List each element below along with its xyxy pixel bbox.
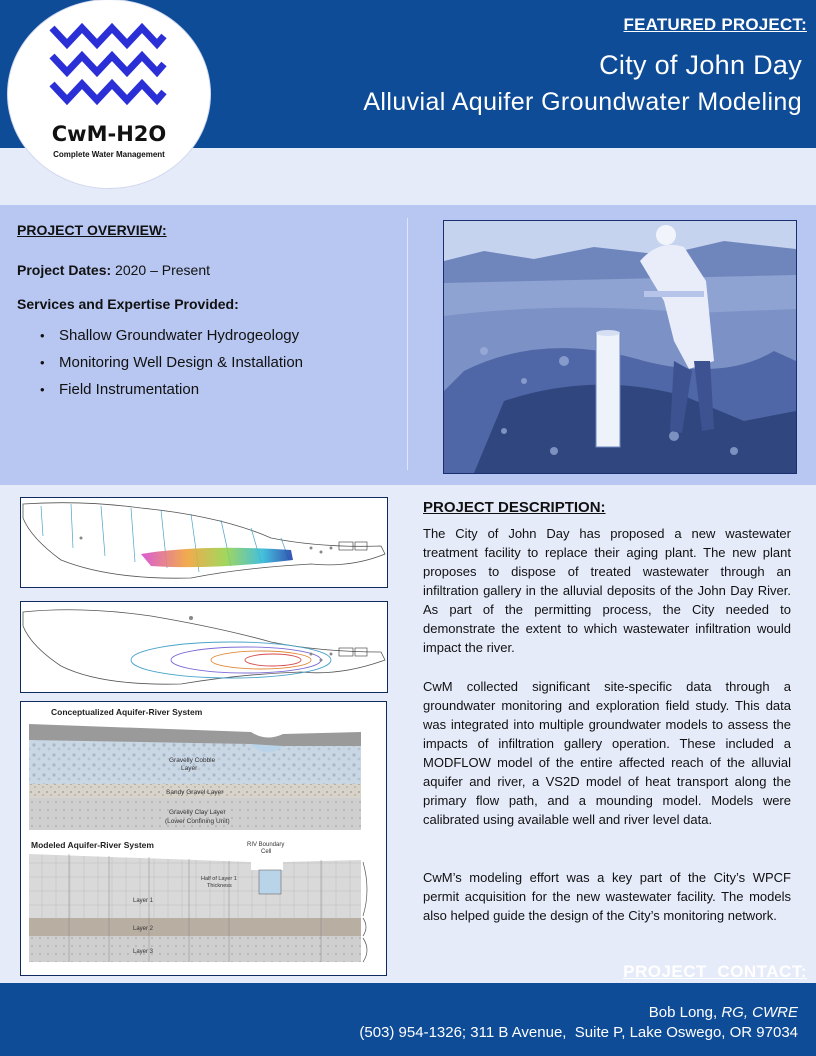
riv-boundary-label: RIV Boundary bbox=[247, 842, 285, 848]
featured-project-label: FEATURED PROJECT: bbox=[623, 15, 807, 34]
aquifer-cross-section-diagram bbox=[20, 701, 387, 976]
description-heading: PROJECT DESCRIPTION: bbox=[423, 499, 606, 516]
service-item: • Field Instrumentation bbox=[40, 380, 303, 407]
half-layer-label: Thickness bbox=[207, 883, 232, 889]
logo-wordmark: CwM-H2O bbox=[51, 122, 167, 146]
project-dates bbox=[17, 262, 210, 278]
contact-heading: PROJECT CONTACT: bbox=[623, 962, 807, 981]
conceptual-layer-label: (Lower Confining Unit) bbox=[165, 818, 230, 825]
contact-credentials: RG, CWRE bbox=[721, 1004, 798, 1021]
conceptual-layer-label: Sandy Gravel Layer bbox=[166, 789, 224, 796]
services-list bbox=[40, 326, 303, 407]
conceptual-layer-label: Gravelly Clay Layer bbox=[169, 809, 226, 816]
riv-boundary-label: Cell bbox=[261, 849, 272, 855]
water-waves-icon bbox=[48, 22, 168, 112]
conceptual-title: Conceptualized Aquifer-River System bbox=[51, 707, 203, 717]
modeled-title: Modeled Aquifer-River System bbox=[31, 840, 154, 850]
service-item: • Shallow Groundwater Hydrogeology bbox=[40, 326, 303, 353]
project-title: City of John Day bbox=[599, 50, 802, 80]
model-layer-label: Layer 1 bbox=[133, 898, 154, 904]
dates-label: Project Dates: bbox=[17, 262, 112, 278]
conceptual-layer-label: Layer bbox=[181, 765, 198, 772]
model-layer-label: Layer 2 bbox=[133, 926, 154, 932]
contact-person: Bob Long, bbox=[648, 1004, 718, 1021]
overview-heading: PROJECT OVERVIEW: bbox=[17, 222, 167, 238]
field-photo bbox=[443, 220, 797, 474]
description-paragraph: The City of John Day has proposed a new wastewater treatment facility to replace their aging plant. The new plant proposes to dispose of treated wastewater through an infiltration gallery in the alluvial deposits of the John Day River. As part of the permitting process, the City needed to demonstrate the extent to which wastewater infiltration would impact the river. bbox=[423, 526, 791, 655]
project-subtitle: Alluvial Aquifer Groundwater Modeling bbox=[363, 88, 802, 116]
services-heading: Services and Expertise Provided: bbox=[17, 296, 239, 312]
half-layer-label: Half of Layer 1 bbox=[201, 876, 237, 882]
conceptual-layer-label: Gravelly Cobble bbox=[169, 757, 216, 764]
groundwater-plume-map-2 bbox=[20, 601, 388, 693]
groundwater-plume-map-1 bbox=[20, 497, 388, 588]
logo-tagline: Complete Water Management bbox=[53, 150, 165, 159]
contact-details: (503) 954-1326; 311 B Avenue, Suite P, Lake Oswego, OR 97034 bbox=[359, 1024, 798, 1041]
description-paragraph: CwM collected significant site-specific data through a groundwater monitoring and exploration field study. This data was integrated into multiple groundwater models to assess the impacts of infiltration gallery operation. These included a MODFLOW model of the entire affected reach of the alluvial aquifer and river, a VS2D model of heat transport along the primary flow path, and a mounding model. Models were calibrated using available well and river level data. bbox=[423, 679, 791, 827]
overview-divider bbox=[407, 218, 408, 470]
service-item: • Monitoring Well Design & Installation bbox=[40, 353, 303, 380]
dates-value: 2020 – Present bbox=[111, 262, 211, 278]
model-layer-label: Layer 3 bbox=[133, 949, 154, 955]
contact-name bbox=[649, 1004, 798, 1021]
description-paragraph: CwM’s modeling effort was a key part of the City’s WPCF permit acquisition for the new wastewater facility. The models also helped guide the design of the City’s monitoring network. bbox=[423, 870, 791, 923]
